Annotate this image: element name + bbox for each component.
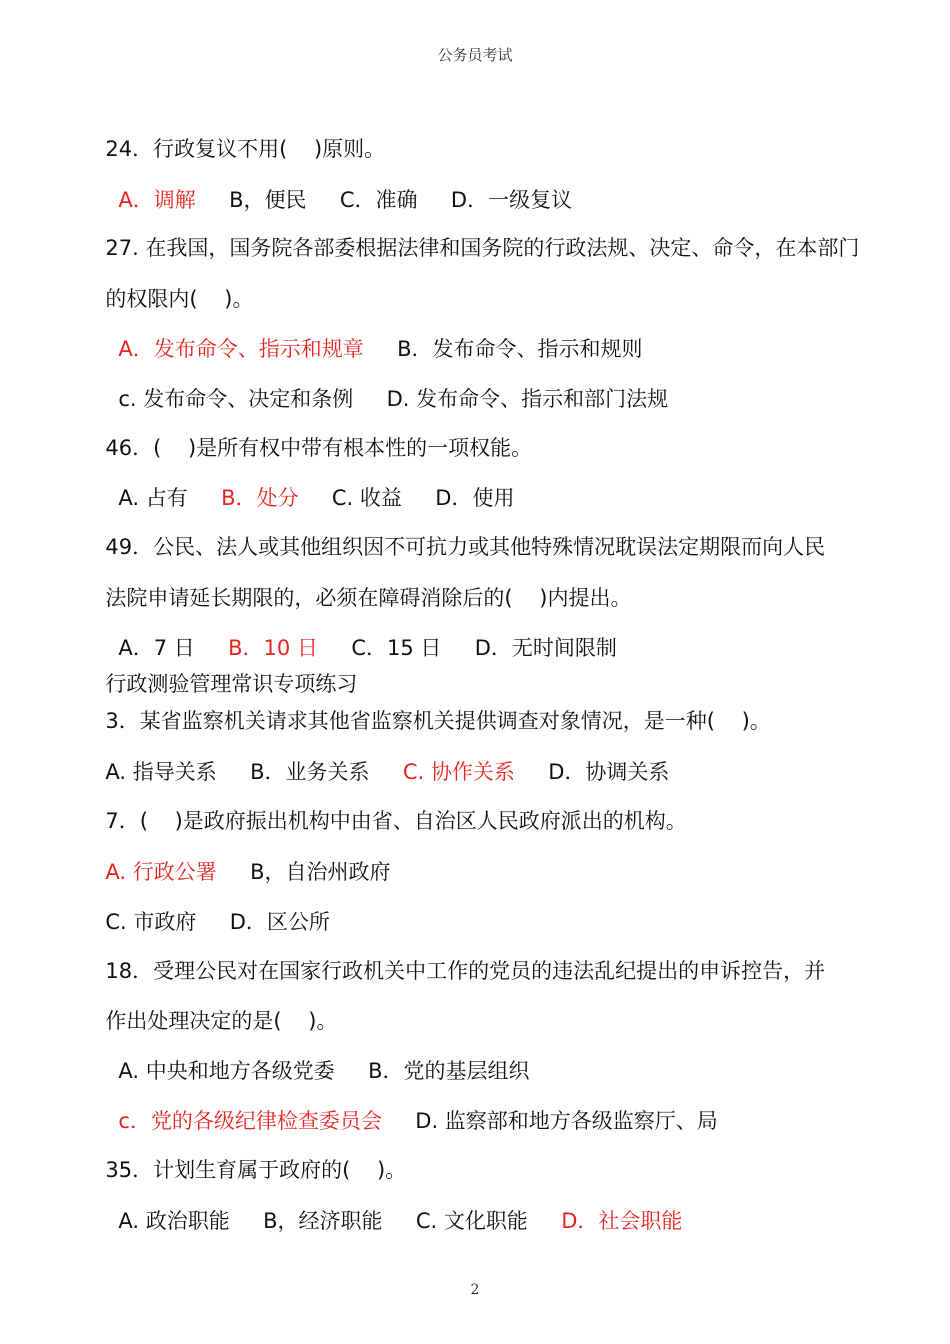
section-title-text: 行政测验管理常识专项练习 (105, 672, 358, 696)
option-text: C. 市政府 D．区公所 (105, 910, 330, 934)
page-header: 公务员考试 (437, 46, 513, 64)
question-text: 24．行政复议不用( )原则。 (105, 137, 386, 161)
option-text: B．发布命令、指示和规则 (363, 337, 643, 361)
question-27-cont (92, 268, 253, 310)
correct-answer: B．10 日 (228, 636, 318, 660)
question-27-options-1 (105, 318, 643, 360)
correct-answer: A．调解 (118, 188, 196, 212)
question-18-options-2 (105, 1090, 718, 1132)
question-24 (92, 118, 385, 160)
question-text: 7．( )是政府振出机构中由省、自治区人民政府派出的机构。 (105, 809, 687, 833)
option-text: A．7 日 (118, 636, 229, 660)
option-text: A. 指导关系 B．业务关系 (105, 760, 403, 784)
question-35 (92, 1139, 406, 1181)
correct-answer: C. 协作关系 (402, 760, 515, 784)
question-text: 法院申请延长期限的，必须在障碍消除后的( )内提出。 (105, 586, 632, 610)
question-text: 49．公民、法人或其他组织因不可抗力或其他特殊情况耽误法定期限而向人民 (105, 535, 826, 559)
option-text: B，自治州政府 (216, 860, 391, 884)
question-46 (92, 417, 532, 459)
option-text: A. 占有 (118, 486, 222, 510)
section-title (92, 653, 357, 695)
question-27-options-2 (105, 368, 668, 410)
option-text: D. 监察部和地方各级监察厅、局 (381, 1109, 718, 1133)
option-text: A. 中央和地方各级党委 B．党的基层组织 (118, 1059, 530, 1083)
question-49 (92, 516, 825, 558)
correct-answer: A. 行政公署 (105, 860, 217, 884)
question-46-options (105, 467, 514, 509)
question-text: 27. 在我国，国务院各部委根据法律和国务院的行政法规、决定、命令，在本部门 (105, 236, 860, 260)
option-text: D．协调关系 (514, 760, 670, 784)
question-text: 作出处理决定的是( )。 (105, 1009, 338, 1033)
correct-answer: A．发布命令、指示和规章 (118, 337, 364, 361)
question-7-options-2 (92, 891, 330, 933)
question-text: 18．受理公民对在国家行政机关中工作的党员的违法乱纪提出的申诉控告，并 (105, 959, 826, 983)
correct-answer: D．社会职能 (561, 1209, 683, 1233)
question-7-options-1 (92, 841, 391, 883)
question-text: 35．计划生育属于政府的( )。 (105, 1158, 407, 1182)
question-3-options (92, 741, 669, 783)
page-number: 2 (470, 1282, 480, 1298)
correct-answer: c．党的各级纪律检查委员会 (118, 1109, 382, 1133)
question-24-options (105, 169, 572, 211)
question-3 (92, 690, 771, 732)
question-7 (92, 790, 687, 832)
question-text: 的权限内( )。 (105, 287, 254, 311)
question-49-cont (92, 567, 631, 609)
question-text: 46．( )是所有权中带有根本性的一项权能。 (105, 436, 533, 460)
question-35-options (105, 1190, 682, 1232)
question-18-cont (92, 990, 337, 1032)
question-27 (92, 217, 859, 259)
option-text: A. 政治职能 B，经济职能 C. 文化职能 (118, 1209, 562, 1233)
question-18-options-1 (105, 1040, 530, 1082)
option-text: C．15 日 D．无时间限制 (317, 636, 617, 660)
correct-answer: B．处分 (221, 486, 299, 510)
option-text: B，便民 C．准确 D．一级复议 (195, 188, 573, 212)
question-text: 3．某省监察机关请求其他省监察机关提供调查对象情况，是一种( )。 (105, 709, 771, 733)
option-text: c. 发布命令、决定和条例 D. 发布命令、指示和部门法规 (118, 387, 669, 411)
question-18 (92, 940, 825, 982)
option-text: C. 收益 D．使用 (298, 486, 515, 510)
